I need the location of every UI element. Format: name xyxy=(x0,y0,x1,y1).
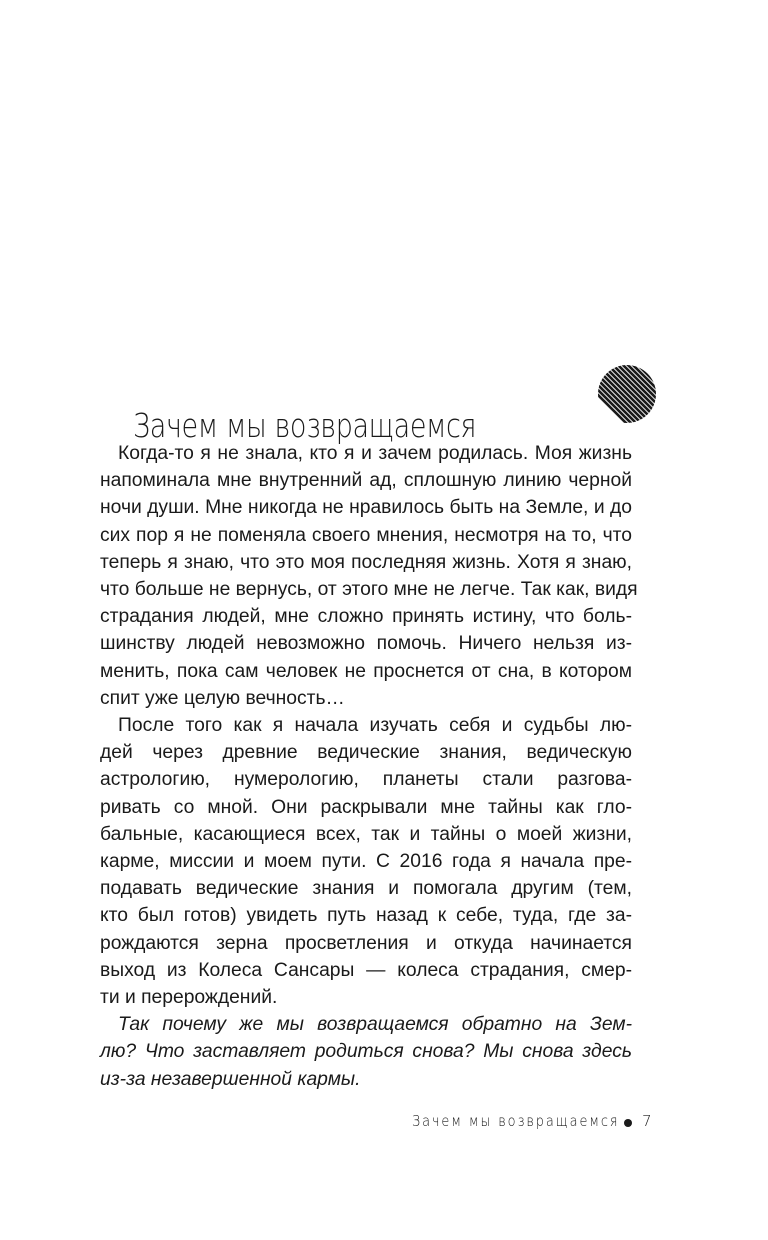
paragraph-line: карме, миссии и моем пути. С 2016 года я начала пре- xyxy=(100,851,632,873)
paragraph-line: что больше не вернусь, от этого мне не легче. Так как, видя xyxy=(100,579,638,601)
paragraph-line: менить, пока сам человек не проснется от сна, в котором xyxy=(100,660,632,682)
paragraph-line: выход из Колеса Сансары — колеса страдания, смер- xyxy=(100,959,632,981)
body-text xyxy=(100,440,638,1093)
page-number: 7 xyxy=(642,1112,652,1130)
paragraph-line: лю? Что заставляет родиться снова? Мы снова здесь xyxy=(100,1041,632,1063)
paragraph-line: страдания людей, мне сложно принять истину, что боль- xyxy=(100,606,632,628)
paragraph-3 xyxy=(100,1011,632,1093)
paragraph-line: астрологию, нумерологию, планеты стали разгова- xyxy=(100,769,632,791)
footer-bullet-icon xyxy=(624,1119,632,1127)
paragraph-line: кто был готов) увидеть путь назад к себе, туда, где за- xyxy=(100,905,632,927)
paragraph-line: рождаются зерна просветления и откуда начинается xyxy=(100,932,632,954)
paragraph-line: После того как я начала изучать себя и судьбы лю- xyxy=(118,715,632,737)
paragraph-line: бальные, касающиеся всех, так и тайны о моей жизни, xyxy=(100,823,632,845)
striped-circle-icon xyxy=(597,364,657,424)
paragraph-1 xyxy=(100,440,638,712)
paragraph-line: Когда-то я не знала, кто я и зачем родилась. Моя жизнь xyxy=(118,443,632,464)
paragraph-2 xyxy=(100,712,632,1011)
paragraph-line: спит уже целую вечность… xyxy=(100,687,345,709)
chapter-title: Зачем мы возвращаемся xyxy=(133,406,477,446)
paragraph-line: из-за незавершенной кармы. xyxy=(100,1068,361,1090)
paragraph-line: ти и перерождений. xyxy=(100,987,278,1009)
paragraph-line: ночи души. Мне никогда не нравилось быть на Земле, и до xyxy=(100,497,632,519)
running-footer-title: Зачем мы возвращаемся xyxy=(412,1112,620,1130)
paragraph-line: шинству людей невозможно помочь. Ничего нельзя из- xyxy=(100,633,632,655)
paragraph-line: подавать ведические знания и помогала другим (тем, xyxy=(100,878,632,900)
paragraph-line: дей через древние ведические знания, ведическую xyxy=(100,742,632,764)
paragraph-line: теперь я знаю, что это моя последняя жизнь. Хотя я знаю, xyxy=(100,551,632,573)
paragraph-line: сих пор я не поменяла своего мнения, несмотря на то, что xyxy=(100,524,632,546)
paragraph-line: напоминала мне внутренний ад, сплошную линию черной xyxy=(100,470,632,492)
paragraph-line: Так почему же мы возвращаемся обратно на Зем- xyxy=(118,1014,632,1036)
paragraph-line: ривать со мной. Они раскрывали мне тайны как гло- xyxy=(100,796,632,818)
